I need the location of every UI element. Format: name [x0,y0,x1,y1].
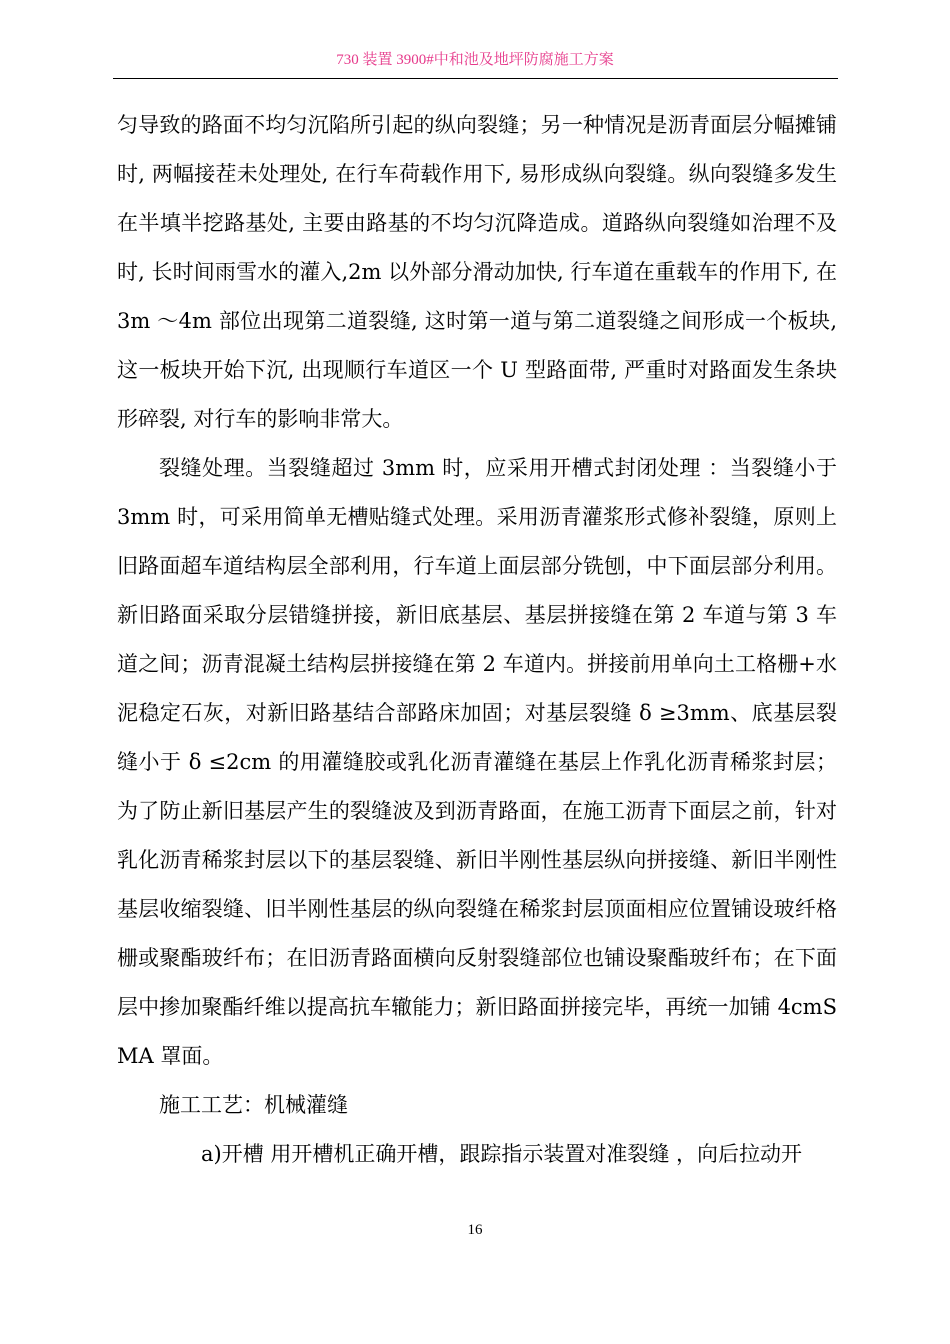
paragraph-step-grooving: a)开槽 用开槽机正确开槽，跟踪指示装置对准裂缝 ，向后拉动开 [201,1142,803,1166]
header-rule [113,78,838,79]
page-header [0,50,950,70]
header-title: 730 装置 3900#中和池及地坪防腐施工方案 [336,52,614,68]
page-number [0,1220,950,1240]
paragraph-longitudinal-cracks: 匀导致的路面不均匀沉陷所引起的纵向裂缝；另一种情况是沥青面层分幅摊铺时, 两幅接茬未处理处, 在行车荷载作用下, 易形成纵向裂缝。纵向裂缝多发生在半填半挖路基处, 主要由路基的不均匀沉降造成。道路纵向裂缝如治理不及时, 长时间雨雪水的灌入,2m 以外部分滑动加快, 行车道在重载车的作用下, 在 3m ～4m 部位出现第二道裂缝, 这时第一道与第二道裂缝之间形成一个板块, 这一板块开始下沉, 出现顺行车道区一个 U 型路面带, 严重时对路面发生条块形碎裂, 对行车的影响非常大。 [117,113,837,431]
page-number-text: 16 [467,1222,483,1238]
page-body [117,101,837,1179]
paragraph-crack-treatment: 裂缝处理。当裂缝超过 3mm 时，应采用开槽式封闭处理 ：当裂缝小于 3mm 时，可采用简单无槽贴缝式处理。采用沥青灌浆形式修补裂缝，原则上旧路面超车道结构层全部利用，行车道上面层部分铣刨，中下面层部分利用。新旧路面采取分层错缝拼接，新旧底基层、基层拼接缝在第 2 车道与第 3 车道之间；沥青混凝土结构层拼接缝在第 2 车道内。拼接前用单向土工格栅+水泥稳定石灰，对新旧路基结合部路床加固；对基层裂缝 δ ≥3mm、底基层裂缝小于 δ ≤2cm 的用灌缝胶或乳化沥青灌缝在基层上作乳化沥青稀浆封层；为了防止新旧基层产生的裂缝波及到沥青路面，在施工沥青下面层之前，针对乳化沥青稀浆封层以下的基层裂缝、新旧半刚性基层纵向拼接缝、新旧半刚性基层收缩裂缝、旧半刚性基层的纵向裂缝在稀浆封层顶面相应位置铺设玻纤格栅或聚酯玻纤布；在旧沥青路面横向反射裂缝部位也铺设聚酯玻纤布；在下面层中掺加聚酯纤维以提高抗车辙能力；新旧路面拼接完毕，再统一加铺 4cmSMA 罩面。 [117,456,837,1068]
paragraph-process-heading: 施工工艺：机械灌缝 [159,1093,348,1117]
